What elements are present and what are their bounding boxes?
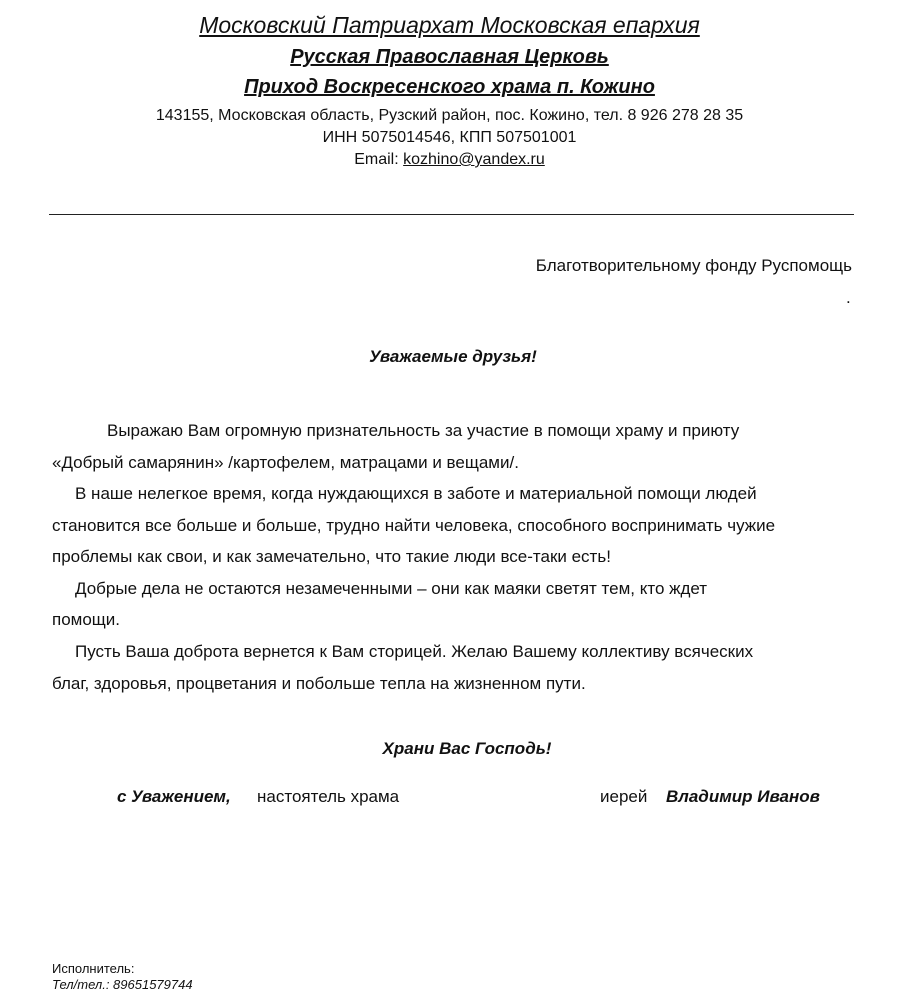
body-line: Выражаю Вам огромную признательность за участие в помощи храму и приюту [107,421,740,440]
header-email-row [0,151,899,169]
email-label: Email: [354,151,404,168]
signature-rank: иерей [600,787,648,806]
body-line: проблемы как свои, и как замечательно, что такие люди все-таки есть! [52,547,611,566]
recipient-name: Благотворительному фонду Руспомощь [535,256,852,275]
body-line: Пусть Ваша доброта вернется к Вам сторицей. Желаю Вашему коллективу всяческих [75,642,754,661]
signature-respect: с Уважением, [117,787,231,806]
body-line: «Добрый самарянин» /картофелем, матрацами и вещами/. [52,453,519,472]
recipient-dot: . [846,288,851,307]
greeting: Уважаемые друзья! [369,347,537,366]
header-divider [49,214,854,215]
header-address: 143155, Московская область, Рузский район, пос. Кожино, тел. 8 926 278 28 35 [155,107,744,124]
email-link[interactable]: kozhino@yandex.ru [403,151,545,168]
footer-executor-label: Исполнитель: [52,961,135,976]
header-line-patriarchate: Московский Патриархат Московская епархия [199,12,700,38]
header-line-church: Русская Православная Церковь [290,46,609,68]
signature-position: настоятель храма [257,787,400,806]
blessing: Храни Вас Господь! [382,739,552,758]
header-line-parish: Приход Воскресенского храма п. Кожино [244,76,655,98]
footer-phone: Тел/тел.: 89651579744 [52,977,193,992]
body-line: В наше нелегкое время, когда нуждающихся в заботе и материальной помощи людей [75,484,757,503]
body-line: благ, здоровья, процветания и побольше тепла на жизненном пути. [52,674,586,693]
signature-name: Владимир Иванов [666,787,820,806]
header-inn: ИНН 5075014546, КПП 507501001 [322,129,577,146]
body-line: Добрые дела не остаются незамеченными – они как маяки светят тем, кто ждет [75,579,708,598]
body-line: становится все больше и больше, трудно найти человека, способного воспринимать чужие [52,516,776,535]
body-line: помощи. [52,610,121,629]
